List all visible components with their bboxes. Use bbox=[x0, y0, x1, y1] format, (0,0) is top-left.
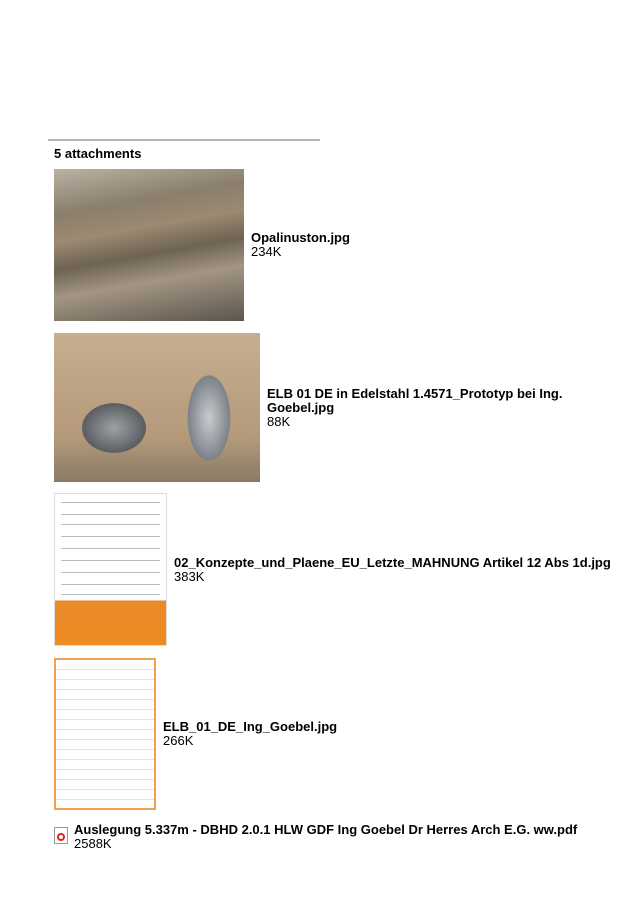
attachment-name[interactable]: ELB 01 DE in Edelstahl 1.4571_Prototyp bei Ing. Goebel.jpg bbox=[267, 385, 563, 415]
attachment-size: 266K bbox=[163, 733, 194, 748]
attachment-name[interactable]: ELB_01_DE_Ing_Goebel.jpg bbox=[163, 719, 338, 734]
attachment-size: 2588K bbox=[74, 836, 112, 851]
divider bbox=[48, 139, 320, 141]
attachment-item bbox=[54, 333, 567, 482]
attachment-size: 234K bbox=[251, 244, 282, 259]
attachment-item bbox=[54, 823, 577, 851]
attachment-item bbox=[54, 169, 350, 321]
attachment-size: 88K bbox=[267, 413, 291, 429]
attachment-name[interactable]: Auslegung 5.337m - DBHD 2.0.1 HLW GDF Ing Goebel Dr Herres Arch E.G. ww.pdf bbox=[74, 822, 578, 837]
attachment-item bbox=[54, 658, 337, 810]
attachments-heading: 5 attachments bbox=[54, 146, 142, 161]
attachment-thumbnail[interactable] bbox=[54, 333, 260, 482]
attachment-item bbox=[54, 493, 611, 646]
pdf-icon bbox=[54, 827, 68, 844]
attachment-name[interactable]: Opalinuston.jpg bbox=[251, 230, 350, 245]
attachment-thumbnail[interactable] bbox=[54, 169, 244, 321]
attachment-size: 383K bbox=[174, 568, 205, 584]
attachment-thumbnail[interactable] bbox=[54, 658, 156, 810]
attachment-thumbnail[interactable] bbox=[54, 493, 167, 646]
attachment-name[interactable]: 02_Konzepte_und_Plaene_EU_Letzte_MAHNUNG Artikel 12 Abs 1d.jpg bbox=[174, 554, 611, 570]
